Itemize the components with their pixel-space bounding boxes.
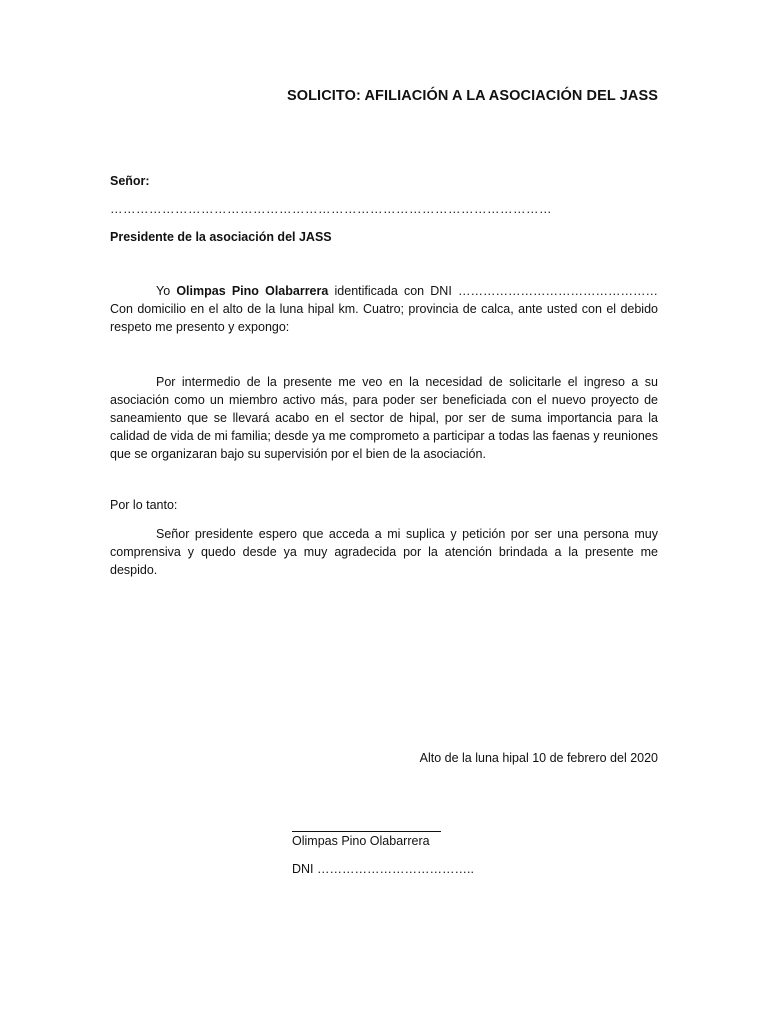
salutation: Señor: bbox=[110, 174, 150, 188]
signature-name: Olimpas Pino Olabarrera bbox=[292, 834, 430, 848]
intro-prefix: Yo bbox=[156, 284, 177, 298]
document-title: SOLICITO: AFILIACIÓN A LA ASOCIACIÓN DEL JASS bbox=[286, 88, 658, 104]
closing-label: Por lo tanto: bbox=[110, 498, 178, 512]
closing-text: Señor presidente espero que acceda a mi suplica y petición por ser una persona muy comprensiva y quedo desde ya muy agradecida por la atención brindada a la presente me despido. bbox=[110, 527, 658, 577]
place-date: Alto de la luna hipal 10 de febrero del 2020 bbox=[419, 751, 658, 765]
recipient-name-blank: ………………………………………………………………………………………… bbox=[110, 202, 552, 216]
request-text: Por intermedio de la presente me veo en la necesidad de solicitarle el ingreso a su asociación como un miembro activo más, para poder ser beneficiada con el nuevo proyecto de saneamiento que se llevará acabo en el sector de hipal, por ser de suma importancia para la calidad de vida de mi familia; desde ya me comprometo a participar a todas las faenas y reuniones que se organizaran bajo su supervisión por el bien de la asociación. bbox=[110, 375, 658, 461]
signature-line bbox=[292, 831, 441, 832]
paragraph-request bbox=[110, 373, 658, 463]
paragraph-closing bbox=[110, 525, 658, 579]
signature-dni: DNI ……………………………….. bbox=[292, 862, 474, 876]
recipient-title: Presidente de la asociación del JASS bbox=[110, 230, 332, 244]
paragraph-introduction bbox=[110, 282, 658, 336]
applicant-name: Olimpas Pino Olabarrera bbox=[176, 284, 329, 298]
intro-rest: identificada con DNI ………………………………………… Con domicilio en el alto de la luna hipal km. Cuatro; provincia de calca, ante usted con el debido respeto me presento y expongo: bbox=[110, 284, 658, 334]
